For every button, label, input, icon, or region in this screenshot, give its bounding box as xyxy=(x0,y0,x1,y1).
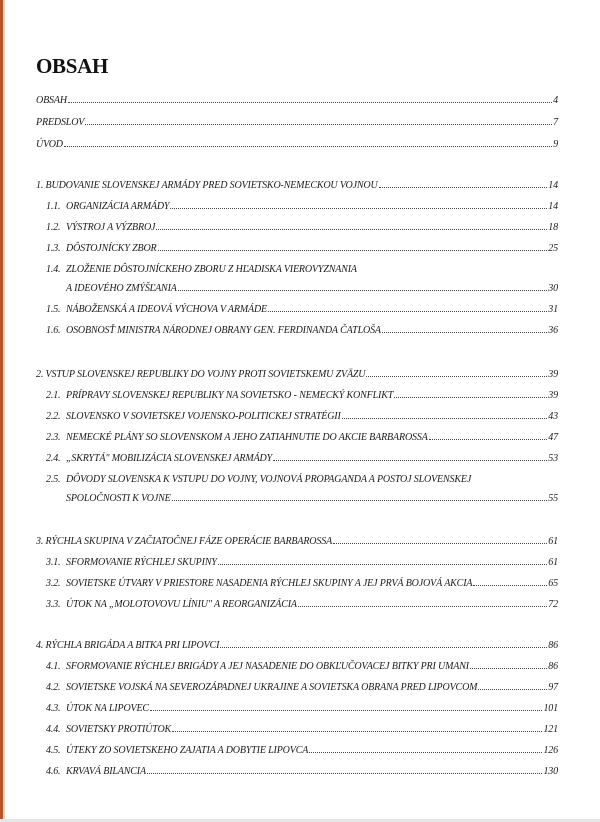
entry-title: A IDEOVÉHO ZMÝŠĽANIA xyxy=(66,283,177,294)
entry-title: NÁBOŽENSKÁ A IDEOVÁ VÝCHOVA V ARMÁDE xyxy=(66,304,267,315)
page-edge-shadow xyxy=(3,0,5,822)
entry-number: 3.2. xyxy=(46,578,61,589)
toc-entry-section[interactable] xyxy=(46,575,558,589)
toc-entry-chapter[interactable] xyxy=(36,533,558,547)
toc-entry-section[interactable] xyxy=(46,301,558,315)
entry-title: SPOLOČNOSTI K VOJNE xyxy=(66,493,171,504)
entry-title: SLOVENSKO V SOVIETSKEJ VOJENSKO-POLITICKEJ STRATÉGII xyxy=(66,411,341,422)
dot-leader xyxy=(379,187,548,188)
dot-leader xyxy=(478,689,547,690)
entry-title: SOVIETSKY PROTIÚTOK xyxy=(66,724,172,735)
toc-entry-section[interactable] xyxy=(46,763,558,777)
entry-title: KRVAVÁ BILANCIA xyxy=(66,766,146,777)
entry-title: NEMECKÉ PLÁNY SO SLOVENSKOM A JEHO ZATIAHNUTIE DO AKCIE BARBAROSSA xyxy=(66,432,428,443)
dot-leader xyxy=(220,647,547,648)
entry-page: 4 xyxy=(553,95,558,106)
entry-title: ÚVOD xyxy=(36,139,63,150)
entry-page: 86 xyxy=(548,661,558,672)
toc-entry-section[interactable] xyxy=(46,596,558,610)
entry-number: 3.3. xyxy=(46,599,61,610)
dot-leader xyxy=(158,250,548,251)
entry-page: 9 xyxy=(553,139,558,150)
entry-number: 2.4. xyxy=(46,453,61,464)
toc-entry-front[interactable] xyxy=(36,136,558,150)
entry-page: 18 xyxy=(548,222,558,233)
entry-page: 25 xyxy=(548,243,558,254)
entry-page: 61 xyxy=(548,536,558,547)
toc-entry-section[interactable] xyxy=(46,471,558,485)
entry-title: DÔSTOJNÍCKY ZBOR xyxy=(66,243,157,254)
entry-title: ÚTOK NA „MOLOTOVOVU LÍNIU" A REORGANIZÁCIA xyxy=(66,599,297,610)
dot-leader xyxy=(309,752,542,753)
entry-page: 65 xyxy=(548,578,558,589)
entry-page: 72 xyxy=(548,599,558,610)
toc-entry-section[interactable] xyxy=(46,658,558,672)
entry-number: 1.1. xyxy=(46,201,61,212)
entry-number: 4.1. xyxy=(46,661,61,672)
entry-number: 1.5. xyxy=(46,304,61,315)
entry-title: „SKRYTÁ" MOBILIZÁCIA SLOVENSKEJ ARMÁDY xyxy=(66,453,273,464)
dot-leader xyxy=(268,311,547,312)
entry-title: PRÍPRAVY SLOVENSKEJ REPUBLIKY NA SOVIETSKO - NEMECKÝ KONFLIKT xyxy=(66,390,394,401)
entry-title: ÚTOK NA LIPOVEC xyxy=(66,703,149,714)
entry-number: 1.3. xyxy=(46,243,61,254)
toc-entry-section[interactable] xyxy=(46,742,558,756)
dot-leader xyxy=(298,606,547,607)
dot-leader xyxy=(218,564,548,565)
entry-number: 1.4. xyxy=(46,264,61,275)
toc-entry-section[interactable] xyxy=(46,261,558,275)
entry-title: ZLOŽENIE DÔSTOJNÍCKEHO ZBORU Z HĽADISKA VIEROVYZNANIA xyxy=(66,264,357,275)
toc-entry-section[interactable] xyxy=(46,679,558,693)
dot-leader xyxy=(342,418,548,419)
entry-title: 2. VSTUP SLOVENSKEJ REPUBLIKY DO VOJNY PROTI SOVIETSKEMU ZVÄZU xyxy=(36,369,366,380)
entry-page: 121 xyxy=(543,724,558,735)
toc-entry-section[interactable] xyxy=(46,450,558,464)
entry-page: 55 xyxy=(548,493,558,504)
entry-title: ORGANIZÁCIA ARMÁDY xyxy=(66,201,170,212)
toc-entry-section-continuation[interactable] xyxy=(66,490,558,504)
entry-title: ÚTEKY ZO SOVIETSKEHO ZAJATIA A DOBYTIE LIPOVCA xyxy=(66,745,309,756)
entry-page: 31 xyxy=(548,304,558,315)
entry-page: 130 xyxy=(543,766,558,777)
entry-title: OSOBNOSŤ MINISTRA NÁRODNEJ OBRANY GEN. FERDINANDA ČATLOŠA xyxy=(66,325,381,336)
entry-page: 97 xyxy=(548,682,558,693)
dot-leader xyxy=(473,585,547,586)
entry-title: DÔVODY SLOVENSKA K VSTUPU DO VOJNY, VOJNOVÁ PROPAGANDA A POSTOJ SLOVENSKEJ xyxy=(66,474,472,485)
toc-entry-section[interactable] xyxy=(46,387,558,401)
toc-entry-section[interactable] xyxy=(46,240,558,254)
entry-number: 3.1. xyxy=(46,557,61,568)
entry-page: 14 xyxy=(548,201,558,212)
dot-leader xyxy=(333,543,547,544)
entry-page: 86 xyxy=(548,640,558,651)
dot-leader xyxy=(273,460,547,461)
entry-number: 2.1. xyxy=(46,390,61,401)
entry-page: 30 xyxy=(548,283,558,294)
toc-entry-section[interactable] xyxy=(46,322,558,336)
entry-page: 101 xyxy=(543,703,558,714)
entry-page: 14 xyxy=(548,180,558,191)
entry-title: SOVIETSKE VOJSKÁ NA SEVEROZÁPADNEJ UKRAJINE A SOVIETSKA OBRANA PRED LIPOVCOM xyxy=(66,682,478,693)
entry-number: 4.5. xyxy=(46,745,61,756)
entry-page: 126 xyxy=(543,745,558,756)
entry-number: 1.2. xyxy=(46,222,61,233)
entry-page: 36 xyxy=(548,325,558,336)
entry-number: 2.2. xyxy=(46,411,61,422)
dot-leader xyxy=(147,773,543,774)
toc-entry-front[interactable] xyxy=(36,92,558,106)
toc-entry-chapter[interactable] xyxy=(36,177,558,191)
dot-leader xyxy=(178,290,548,291)
entry-number: 4.6. xyxy=(46,766,61,777)
entry-number: 4.2. xyxy=(46,682,61,693)
toc-entry-section[interactable] xyxy=(46,198,558,212)
dot-leader xyxy=(68,102,552,103)
toc-entry-section[interactable] xyxy=(46,700,558,714)
dot-leader xyxy=(172,500,548,501)
entry-title: VÝSTROJ A VÝZBROJ xyxy=(66,222,156,233)
entry-page: 39 xyxy=(548,390,558,401)
entry-page: 53 xyxy=(548,453,558,464)
dot-leader xyxy=(150,710,542,711)
dot-leader xyxy=(156,229,547,230)
dot-leader xyxy=(366,376,547,377)
entry-title: SFORMOVANIE RÝCHLEJ BRIGÁDY A JEJ NASADENIE DO OBKĽUČOVACEJ BITKY PRI UMANI xyxy=(66,661,469,672)
toc-entry-section[interactable] xyxy=(46,408,558,422)
dot-leader xyxy=(429,439,548,440)
entry-number: 1.6. xyxy=(46,325,61,336)
entry-page: 7 xyxy=(553,117,558,128)
entry-page: 61 xyxy=(548,557,558,568)
entry-page: 47 xyxy=(548,432,558,443)
page-title: OBSAH xyxy=(36,54,109,78)
dot-leader xyxy=(470,668,547,669)
toc-entry-section[interactable] xyxy=(46,554,558,568)
entry-title: SFORMOVANIE RÝCHLEJ SKUPINY xyxy=(66,557,217,568)
dot-leader xyxy=(64,146,552,147)
entry-page: 43 xyxy=(548,411,558,422)
dot-leader xyxy=(382,332,547,333)
toc-entry-chapter[interactable] xyxy=(36,366,558,380)
toc-entry-front[interactable] xyxy=(36,114,558,128)
toc-entry-section[interactable] xyxy=(46,429,558,443)
entry-title: 1. BUDOVANIE SLOVENSKEJ ARMÁDY PRED SOVIETSKO-NEMECKOU VOJNOU xyxy=(36,180,378,191)
entry-title: OBSAH xyxy=(36,95,67,106)
toc-entry-section[interactable] xyxy=(46,721,558,735)
entry-number: 4.4. xyxy=(46,724,61,735)
toc-entry-chapter[interactable] xyxy=(36,637,558,651)
entry-number: 4.3. xyxy=(46,703,61,714)
toc-entry-section-continuation[interactable] xyxy=(66,280,558,294)
entry-number: 2.5. xyxy=(46,474,61,485)
entry-page: 39 xyxy=(548,369,558,380)
dot-leader xyxy=(85,124,552,125)
toc-entry-section[interactable] xyxy=(46,219,558,233)
entry-number: 2.3. xyxy=(46,432,61,443)
entry-title: SOVIETSKE ÚTVARY V PRIESTORE NASADENIA RÝCHLEJ SKUPINY A JEJ PRVÁ BOJOVÁ AKCIA xyxy=(66,578,473,589)
entry-title: PREDSLOV xyxy=(36,117,85,128)
entry-title: 4. RÝCHLA BRIGÁDA A BITKA PRI LIPOVCI xyxy=(36,640,220,651)
dot-leader xyxy=(170,208,547,209)
dot-leader xyxy=(394,397,547,398)
entry-title: 3. RÝCHLA SKUPINA V ZAČIATOČNEJ FÁZE OPERÁCIE BARBAROSSA xyxy=(36,536,333,547)
dot-leader xyxy=(172,731,542,732)
